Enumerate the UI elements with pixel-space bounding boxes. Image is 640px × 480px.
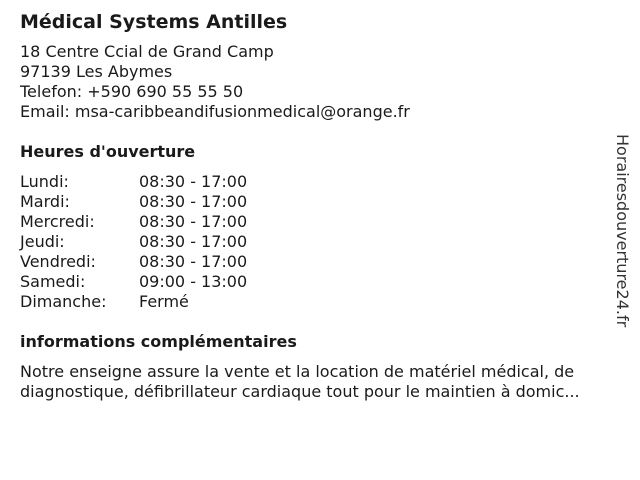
address-line-2: 97139 Les Abymes: [20, 62, 173, 81]
opening-hours-list: [20, 172, 610, 312]
day-hours: 08:30 - 17:00: [139, 172, 248, 191]
site-watermark: [612, 134, 634, 344]
day-label: Mercredi:: [20, 212, 95, 231]
description-line-2: diagnostique, défibrillateur cardiaque tout pour le maintien à domic...: [20, 382, 580, 401]
phone-number: Telefon: +590 690 55 55 50: [20, 82, 244, 101]
day-label: Mardi:: [20, 192, 70, 211]
day-label: Vendredi:: [20, 252, 96, 271]
day-hours: 08:30 - 17:00: [139, 232, 248, 251]
hours-row-sunday: [20, 292, 610, 312]
hours-row-thursday: [20, 232, 610, 252]
day-label: Jeudi:: [20, 232, 65, 251]
address-line-1: 18 Centre Ccial de Grand Camp: [20, 42, 274, 61]
description-line-1: Notre enseigne assure la vente et la location de matériel médical, de: [20, 362, 575, 381]
day-label: Lundi:: [20, 172, 69, 191]
hours-row-monday: [20, 172, 610, 192]
hours-row-saturday: [20, 272, 610, 292]
hours-row-wednesday: [20, 212, 610, 232]
business-card: [20, 10, 610, 402]
watermark-text: Horairesdouverture24.fr: [613, 134, 632, 328]
day-hours: 08:30 - 17:00: [139, 252, 248, 271]
day-hours: Fermé: [139, 292, 189, 311]
day-label: Dimanche:: [20, 292, 107, 311]
day-hours: 08:30 - 17:00: [139, 212, 248, 231]
business-name: Médical Systems Antilles: [20, 11, 288, 33]
day-label: Samedi:: [20, 272, 86, 291]
day-hours: 09:00 - 13:00: [139, 272, 248, 291]
hours-row-friday: [20, 252, 610, 272]
additional-info-heading: informations complémentaires: [20, 332, 297, 351]
opening-hours-heading: Heures d'ouverture: [20, 142, 196, 161]
email-address: Email: msa-caribbeandifusionmedical@orange.fr: [20, 102, 410, 121]
day-hours: 08:30 - 17:00: [139, 192, 248, 211]
hours-row-tuesday: [20, 192, 610, 212]
